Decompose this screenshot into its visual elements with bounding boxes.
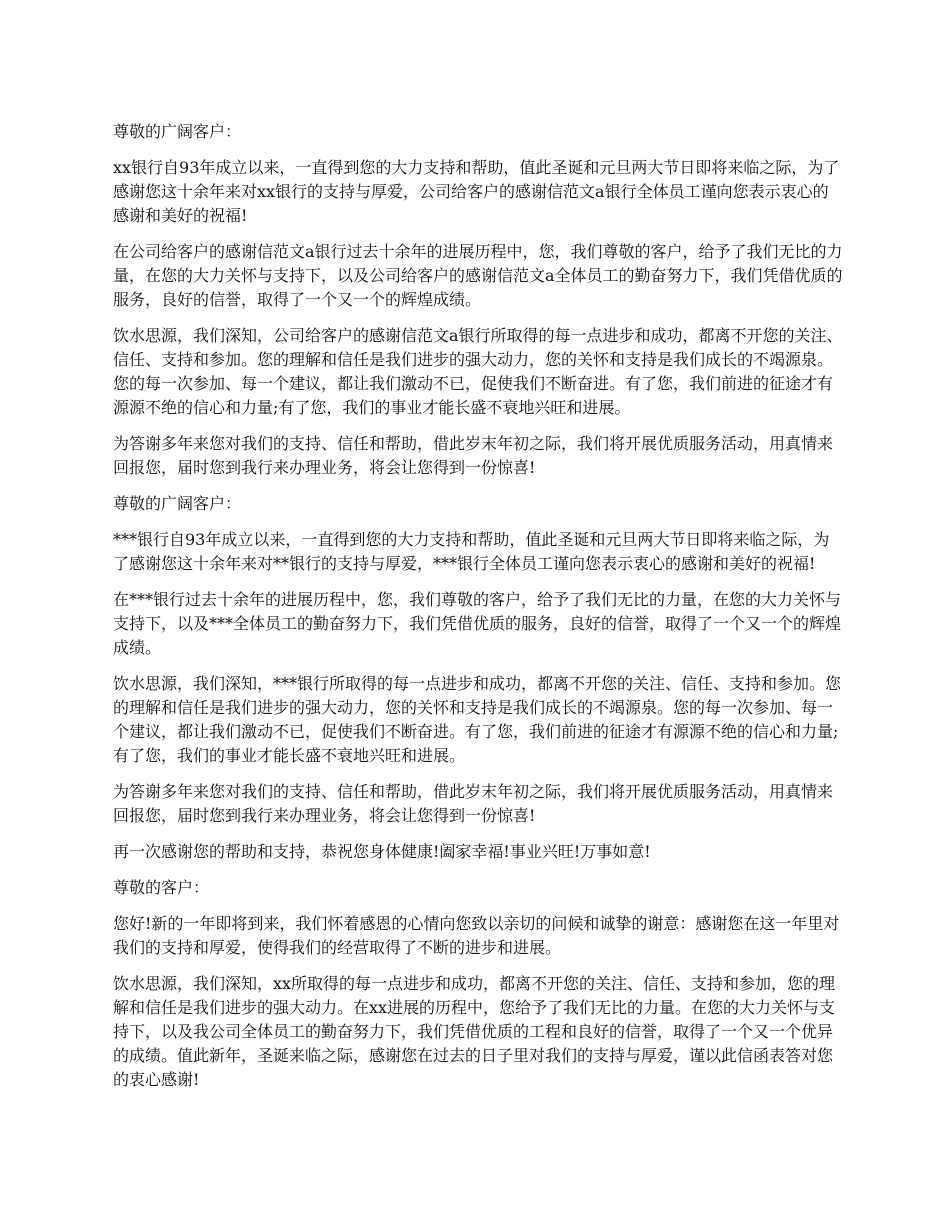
paragraph: ***银行自93年成立以来，一直得到您的大力支持和帮助，值此圣诞和元旦两大节日即将来临之际，为了感谢您这十余年来对**银行的支持与厚爱，***银行全体员工谨向您表示衷心的感谢和美好的祝福!: [113, 530, 830, 573]
paragraph: 饮水思源，我们深知，***银行所取得的每一点进步和成功，都离不开您的关注、信任、支持和参加。您的理解和信任是我们进步的强大动力，您的关怀和支持是我们成长的不竭源泉。您的每一次参加、每一个建议，都让我们激动不已，促使我们不断奋进。有了您，我们前进的征途才有源源不绝的信心和力量;有了您，我们的事业才能长盛不衰地兴旺和进展。: [113, 674, 842, 765]
paragraph: 饮水思源，我们深知，xx所取得的每一点进步和成功，都离不开您的关注、信任、支持和参加，您的理解和信任是我们进步的强大动力。在xx进展的历程中，您给予了我们无比的力量。在您的大力关怀与支持下，以及我公司全体员工的勤奋努力下，我们凭借优质的工程和良好的信誉，取得了一个又一个优异的成绩。值此新年，圣诞来临之际，感谢您在过去的日子里对我们的支持与厚爱，谨以此信函表答对您的衷心感谢!: [113, 974, 836, 1089]
salutation: 尊敬的广阔客户：: [113, 494, 242, 513]
salutation: 尊敬的客户：: [113, 878, 210, 897]
paragraph: 在公司给客户的感谢信范文a银行过去十余年的进展历程中，您，我们尊敬的客户，给予了我们无比的力量，在您的大力关怀与支持下，以及公司给客户的感谢信范文a全体员工的勤奋努力下，我们凭借优质的服务，良好的信誉，取得了一个又一个的辉煌成绩。: [113, 242, 843, 309]
paragraph: 为答谢多年来您对我们的支持、信任和帮助，借此岁末年初之际，我们将开展优质服务活动，用真情来回报您，届时您到我行来办理业务，将会让您得到一份惊喜!: [113, 434, 834, 477]
paragraph: xx银行自93年成立以来，一直得到您的大力支持和帮助，值此圣诞和元旦两大节日即将来临之际，为了感谢您这十余年来对xx银行的支持与厚爱，公司给客户的感谢信范文a银行全体员工谨向您表示衷心的感谢和美好的祝福!: [113, 158, 840, 225]
paragraph: 您好!新的一年即将到来，我们怀着感恩的心情向您致以亲切的问候和诚挚的谢意：感谢您在这一年里对我们的支持和厚爱，使得我们的经营取得了不断的进步和进展。: [113, 914, 840, 957]
paragraph: 为答谢多年来您对我们的支持、信任和帮助，借此岁末年初之际，我们将开展优质服务活动，用真情来回报您，届时您到我行来办理业务，将会让您得到一份惊喜!: [113, 782, 834, 825]
salutation: 尊敬的广阔客户：: [113, 122, 242, 141]
paragraph: 饮水思源，我们深知，公司给客户的感谢信范文a银行所取得的每一点进步和成功，都离不开您的关注、信任、支持和参加。您的理解和信任是我们进步的强大动力，您的关怀和支持是我们成长的不竭源泉。您的每一次参加、每一个建议，都让我们激动不已，促使我们不断奋进。有了您，我们前进的征途才有源源不绝的信心和力量;有了您，我们的事业才能长盛不衰地兴旺和进展。: [113, 326, 843, 417]
closing-wishes: 再一次感谢您的帮助和支持，恭祝您身体健康!阖家幸福!事业兴旺!万事如意!: [113, 842, 651, 861]
paragraph: 在***银行过去十余年的进展历程中，您，我们尊敬的客户，给予了我们无比的力量，在您的大力关怀与支持下，以及***全体员工的勤奋努力下，我们凭借优质的服务，良好的信誉，取得了一个又一个的辉煌成绩。: [113, 590, 842, 657]
letter-body: [113, 120, 843, 1104]
